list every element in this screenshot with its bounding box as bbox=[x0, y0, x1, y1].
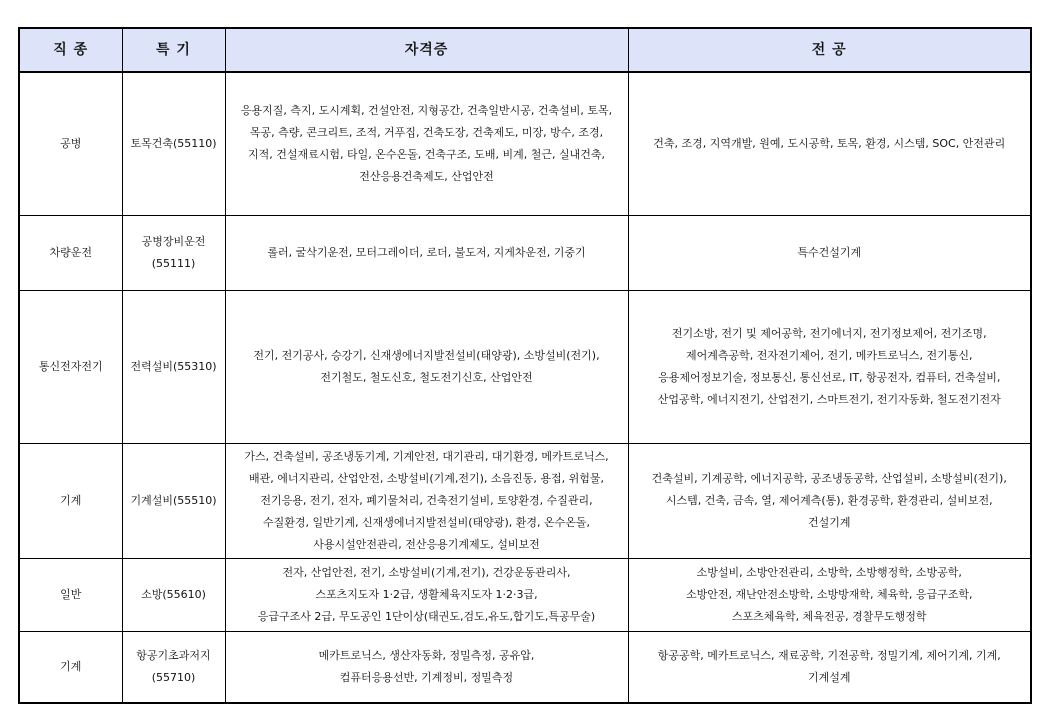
specialty-cell: 기계설비(55510) bbox=[122, 444, 225, 559]
specialty-cell: 항공기초과저지 (55710) bbox=[122, 632, 225, 704]
job-type-cell: 일반 bbox=[19, 559, 122, 632]
specialty-cell: 공병장비운전 (55111) bbox=[122, 216, 225, 291]
certification-cell: 응용지질, 측지, 도시계획, 건설안전, 지형공간, 건축일반시공, 건축설비, 토목, 목공, 측량, 콘크리트, 조적, 거푸집, 건축도장, 건축제도, 미장, 방수, 조경, 지적, 건설재료시험, 타일, 온수온돌, 건축구조, 도배, 비계, 철근, 실내건축, 전산응용건축제도, 산업안전 bbox=[225, 72, 628, 216]
major-cell: 특수건설기계 bbox=[628, 216, 1031, 291]
specialty-cell: 전력설비(55310) bbox=[122, 291, 225, 444]
table-row bbox=[19, 216, 1031, 291]
header-specialty: 특 기 bbox=[122, 28, 225, 72]
table-row bbox=[19, 291, 1031, 444]
major-cell: 건축설비, 기계공학, 에너지공학, 공조냉동공학, 산업설비, 소방설비(전기), 시스템, 건축, 금속, 열, 제어계측(통), 환경공학, 환경관리, 설비보전, 건설기계 bbox=[628, 444, 1031, 559]
header-row bbox=[19, 28, 1031, 72]
header-major: 전 공 bbox=[628, 28, 1031, 72]
certification-cell: 전자, 산업안전, 전기, 소방설비(기계,전기), 건강운동관리사, 스포츠지도자 1·2급, 생활체육지도자 1·2·3급, 응급구조사 2급, 무도공인 1단이상(태권도,검도,유도,합기도,특공무술) bbox=[225, 559, 628, 632]
job-type-cell: 공병 bbox=[19, 72, 122, 216]
header-certification: 자격증 bbox=[225, 28, 628, 72]
major-cell: 소방설비, 소방안전관리, 소방학, 소방행정학, 소방공학, 소방안전, 재난안전소방학, 소방방재학, 체육학, 응급구조학, 스포츠체육학, 체육전공, 경찰무도행정학 bbox=[628, 559, 1031, 632]
table-row bbox=[19, 632, 1031, 704]
job-type-cell: 기계 bbox=[19, 632, 122, 704]
certification-cell: 전기, 전기공사, 승강기, 신재생에너지발전설비(태양광), 소방설비(전기), 전기철도, 철도신호, 철도전기신호, 산업안전 bbox=[225, 291, 628, 444]
major-cell: 항공공학, 메카트로닉스, 재료공학, 기전공학, 정밀기계, 제어기계, 기계, 기계설계 bbox=[628, 632, 1031, 704]
job-type-cell: 기계 bbox=[19, 444, 122, 559]
table-row bbox=[19, 559, 1031, 632]
certification-cell: 가스, 건축설비, 공조냉동기계, 기계안전, 대기관리, 대기환경, 메카트로닉스, 배관, 에너지관리, 산업안전, 소방설비(기계,전기), 소음진동, 용접, 위험물, 전기응용, 전기, 전자, 폐기물처리, 건축전기설비, 토양환경, 수질관리, 수질환경, 일반기계, 신재생에너지발전설비(태양광), 환경, 온수온돌, 사용시설안전관리, 전산응용기계제도, 설비보전 bbox=[225, 444, 628, 559]
certification-cell: 롤러, 굴삭기운전, 모터그레이더, 로더, 불도저, 지게차운전, 기중기 bbox=[225, 216, 628, 291]
major-cell: 전기소방, 전기 및 제어공학, 전기에너지, 전기정보제어, 전기조명, 제어계측공학, 전자전기제어, 전기, 메카트로닉스, 전기통신, 응용제어정보기술, 정보통신, 통신선로, IT, 항공전자, 컴퓨터, 건축설비, 산업공학, 에너지전기, 산업전기, 스마트전기, 전기자동화, 철도전기전자 bbox=[628, 291, 1031, 444]
specialty-cell: 소방(55610) bbox=[122, 559, 225, 632]
major-cell: 건축, 조경, 지역개발, 원예, 도시공학, 토목, 환경, 시스템, SOC, 안전관리 bbox=[628, 72, 1031, 216]
certification-cell: 메카트로닉스, 생산자동화, 정밀측정, 공유압, 컴퓨터응용선반, 기계정비, 정밀측정 bbox=[225, 632, 628, 704]
table-row bbox=[19, 444, 1031, 559]
table-row bbox=[19, 72, 1031, 216]
job-type-cell: 차량운전 bbox=[19, 216, 122, 291]
specialty-cell: 토목건축(55110) bbox=[122, 72, 225, 216]
header-job-type: 직 종 bbox=[19, 28, 122, 72]
certification-table bbox=[18, 27, 1032, 704]
job-type-cell: 통신전자전기 bbox=[19, 291, 122, 444]
